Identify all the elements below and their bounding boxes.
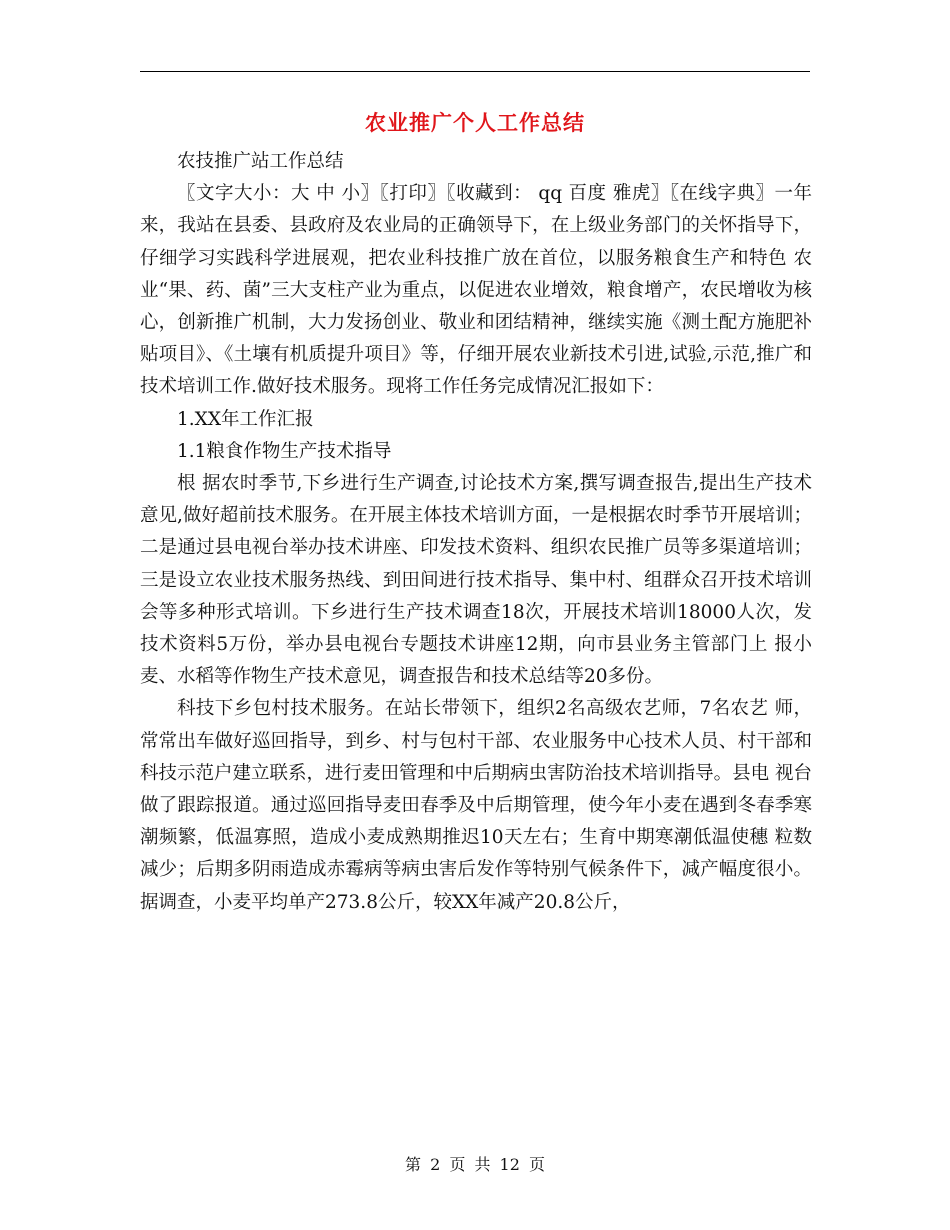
- document-title: 农业推广个人工作总结: [365, 110, 585, 135]
- section-heading: 1.XX年工作汇报: [177, 408, 314, 430]
- page-footer: 第 2 页 共 12 页: [405, 1155, 545, 1174]
- paragraph: 科技下乡包村技术服务。在站长带领下，组织2名高级农艺师，7名农艺 师，常常出车做好巡回指导，到乡、村与包村干部、农业服务中心技术人员、村干部和科技示范户建立联系，进行麦田管理和中后期病虫害防治技术培训指导。县电 视台做了跟踪报道。通过巡回指导麦田春季及中后期管理，使今年小麦在遇到冬春季寒潮频繁，低温寡照，造成小麦成熟期推迟10天左右；生育中期寒潮低温使穗 粒数减少；后期多阴雨造成赤霉病等病虫害后发作等特别气候条件下，减产幅度很小。据调查，小麦平均单产273.8公斤，较XX年减产20.8公斤，: [140, 698, 812, 913]
- section-heading: 1.1粮食作物生产技术指导: [177, 440, 392, 462]
- paragraph: 根 据农时季节,下乡进行生产调查,讨论技术方案,撰写调查报告,提出生产技术意见,做好超前技术服务。在开展主体技术培训方面，一是根据农时季节开展培训； 二是通过县电视台举办技术讲座、印发技术资料、组织农民推广员等多渠道培训；三是设立农业技术服务热线、到田间进行技术指导、集中村、组群众召开技术培训 会等多种形式培训。下乡进行生产技术调查18次，开展技术培训18000人次，发技术资料5万份，举办县电视台专题技术讲座12期，向市县业务主管部门上 报小麦、水稻等作物生产技术意见，调查报告和技术总结等20多份。: [140, 473, 812, 688]
- paragraph: 农技推广站工作总结: [177, 151, 344, 172]
- document-body: [140, 146, 812, 919]
- paragraph: 〖文字大小：大 中 小〗〖打印〗〖收藏到： qq 百度 雅虎〗〖在线字典〗一年来，我站在县委、县政府及农业局的正确领导下，在上级业务部门的关怀指导下，仔细学习实践科学进展观，把农业科技推广放在首位，以服务粮食生产和特色 农业“果、药、菌”三大支柱产业为重点，以促进农业增效，粮食增产，农民增收为核心，创新推广机制，大力发扬创业、敬业和团结精神，继续实施《测土配方施肥补贴项目》、《土壤有机质提升项目》等，仔细开展农业新技术引进,试验,示范,推广和技术培训工作.做好技术服务。现将工作任务完成情况汇报如下：: [140, 183, 812, 398]
- header-rule: [140, 71, 810, 72]
